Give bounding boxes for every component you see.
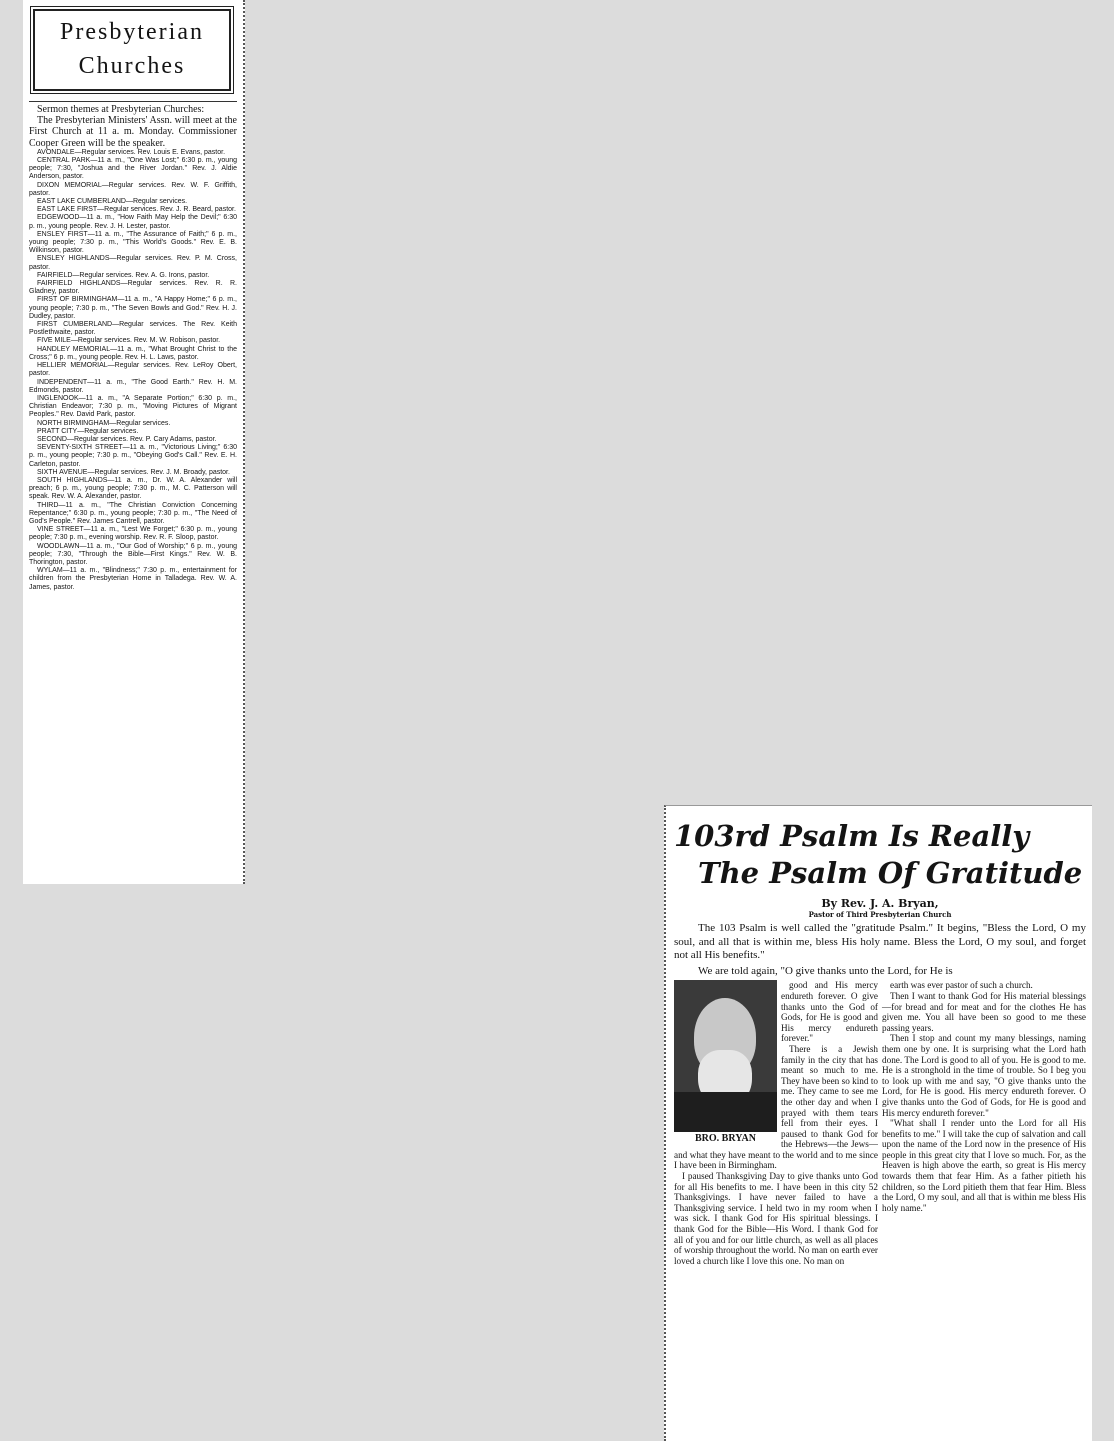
church-entry: FIRST CUMBERLAND—Regular services. The Rev. Keith Postlethwaite, pastor.	[29, 321, 237, 337]
article-columns	[674, 980, 1086, 1266]
col1-paragraph: There is a Jewish family in the city that has meant so much to me. They have been so kind to me. They came to see me the other day and when I prayed with them tears fell from their eyes. I paused to thank God for the Hebrews—the Jews—and what they have meant to the world and to me since I have been in Birmingham.	[674, 1043, 878, 1171]
section-title-box	[33, 9, 231, 91]
church-entry: WYLAM—11 a. m., "Blindness;" 7:30 p. m., entertainment for children from the Presbyterian Home in Talladega. Rev. W. A. James, pastor.	[29, 567, 237, 591]
divider	[29, 101, 237, 102]
church-entry: AVONDALE—Regular services. Rev. Louis E. Evans, pastor.	[37, 148, 226, 156]
church-entry: INDEPENDENT—11 a. m., "The Good Earth." Rev. H. M. Edmonds, pastor.	[29, 378, 237, 394]
church-entry: SOUTH HIGHLANDS—11 a. m., Dr. W. A. Alexander will preach; 6 p. m., young people; 7:30 p. m., M. C. Patterson will speak. Rev. W. A. Alexander, pastor.	[29, 476, 237, 501]
church-entry: SEVENTY-SIXTH STREET—11 a. m., "Victorious Living;" 6:30 p. m., young people; 7:30 p. m., "Obeying God's Call." Rev. E. H. Carleton, pastor.	[29, 444, 237, 468]
church-entry: INGLENOOK—11 a. m., "A Separate Portion;" 6:30 p. m., Christian Endeavor; 7:30 p. m., "Moving Pictures of Migrant Peoples." Rev. David Park, pastor.	[29, 394, 237, 419]
lead-block	[674, 922, 1086, 978]
church-entry: FIRST OF BIRMINGHAM—11 a. m., "A Happy Home;" 6 p. m., young people; 7:30 p. m., "The Seven Bowls and God." Rev. H. J. Dudley, pastor.	[29, 296, 237, 320]
intro-text: Sermon themes at Presbyterian Churches:	[37, 104, 205, 115]
article-column-1	[674, 980, 878, 1266]
church-entries	[29, 149, 237, 592]
church-entry: DIXON MEMORIAL—Regular services. Rev. W. F. Griffith, pastor.	[29, 181, 237, 197]
col2-paragraph: "What shall I render unto the Lord for all His benefits to me." I will take the cup of salvation and call upon the name of the Lord now in the presence of His people in this great city that I love so much. For, as the Heaven is high above the earth, so great is His mercy towards them that fear Him. As a father pitieth his children, so the Lord pitieth them that fear Him. Bless the Lord, O my soul, and all that is within me bless His holy name."	[882, 1118, 1086, 1213]
church-entry: EAST LAKE FIRST—Regular services. Rev. J. R. Beard, pastor.	[37, 206, 236, 214]
lead-paragraph-1: The 103 Psalm is well called the "gratitude Psalm." It begins, "Bless the Lord, O my soul, and all that is within me, bless His holy name. Bless the Lord, O my soul, and forget not all His benefits."	[674, 922, 1086, 962]
photo-caption: BRO. BRYAN	[695, 1133, 756, 1145]
col2-paragraph: Then I want to thank God for His material blessings—for bread and for meat and for the clothes He has given me. You all have been so good to me these passing years.	[882, 990, 1086, 1033]
col2-paragraph: earth was ever pastor of such a church.	[890, 980, 1033, 991]
church-entry: HANDLEY MEMORIAL—11 a. m., "What Brought Christ to the Cross;" 6 p. m., young people. Rev. H. L. Laws, pastor.	[29, 345, 237, 361]
title-line-2: Churches	[78, 53, 186, 79]
lead-paragraph-2: We are told again, "O give thanks unto the Lord, for He is	[698, 964, 953, 977]
col1-paragraph: good and His mercy endureth forever. O give thanks unto the God of Gods, for He is good and His mercy endureth forever."	[781, 980, 878, 1044]
church-entry: SECOND—Regular services. Rev. P. Cary Adams, pastor.	[37, 435, 217, 443]
byline: By Rev. J. A. Bryan,	[821, 897, 939, 910]
church-entry: FAIRFIELD HIGHLANDS—Regular services. Rev. R. R. Gladney, pastor.	[29, 280, 237, 296]
presbyterian-churches-clipping	[23, 0, 245, 884]
title-line-1: Presbyterian	[60, 19, 204, 45]
portrait-figure	[674, 980, 777, 1145]
col1-paragraph: I paused Thanksgiving Day to give thanks unto God for all His benefits to me. I have been in this city 52 Thanksgivings. I have never failed to have a Thanksgiving service. I held two in my room when I was sick. I thank God for His spiritual blessings. I thank God for the Bible—His Word. I thank God for all of you and for our little church, as well as all places of worship throughout the world. No man on earth ever loved a church like I love this one. No man on	[674, 1171, 878, 1266]
church-entry: VINE STREET—11 a. m., "Lest We Forget;" 6:30 p. m., young people; 7:30 p. m., evening worship. Rev. R. F. Sloop, pastor.	[29, 526, 237, 542]
byline-title: Pastor of Third Presbyterian Church	[808, 910, 952, 919]
church-entry: CENTRAL PARK—11 a. m., "One Was Lost;" 6:30 p. m., young people; 7:30, "Joshua and the River Jordan." Rev. J. Aldie Anderson, pastor.	[29, 157, 237, 181]
church-entry: EAST LAKE CUMBERLAND—Regular services.	[37, 198, 188, 206]
article-column-2	[882, 980, 1086, 1266]
church-entry: NORTH BIRMINGHAM—Regular services.	[37, 419, 171, 427]
church-entry: HELLIER MEMORIAL—Regular services. Rev. LeRoy Obert, pastor.	[29, 362, 237, 378]
church-entry: WOODLAWN—11 a. m., "Our God of Worship;" 6 p. m., young people; 7:30, "Through the Bible—First Kings." Rev. W. B. Thorington, pastor.	[29, 542, 237, 566]
church-entry: ENSLEY HIGHLANDS—Regular services. Rev. P. M. Cross, pastor.	[29, 255, 237, 271]
psalm-article-clipping	[664, 805, 1092, 1441]
church-entry: ENSLEY FIRST—11 a. m., "The Assurance of Faith;" 6 p. m., young people; 7:30 p. m., "This World's Goods." Rev. E. B. Wilkinson, pastor.	[29, 230, 237, 255]
headline-line-1: 103rd Psalm Is Really	[674, 819, 1030, 853]
church-entry: PRATT CITY—Regular services.	[37, 427, 139, 435]
church-entry: FAIRFIELD—Regular services. Rev. A. G. Irons, pastor.	[37, 271, 210, 279]
intro-block	[29, 104, 237, 149]
ministers-notice: The Presbyterian Ministers' Assn. will meet at the First Church at 11 a. m. Monday. Commissioner Cooper Green will be the speaker.	[29, 115, 237, 149]
church-entry: EDGEWOOD—11 a. m., "How Faith May Help the Devil;" 6:30 p. m., young people. Rev. J. H. Lester, pastor.	[29, 214, 237, 230]
col2-paragraph: Then I stop and count my many blessings, naming them one by one. It is surprising what the Lord hath done. The Lord is good to all of you. He is good to me. He is a stronghold in the time of trouble. So I beg you to look up with me and say, "O give thanks unto the Lord, for He is good. His mercy endureth forever. O give thanks unto the God of Gods, for He is good and His mercy endureth forever."	[882, 1033, 1086, 1118]
headline-line-2: The Psalm Of Gratitude	[698, 856, 1083, 890]
article-headline	[674, 818, 1086, 892]
church-entry: SIXTH AVENUE—Regular services. Rev. J. M. Broady, pastor.	[37, 468, 230, 476]
portrait-photo	[674, 980, 777, 1132]
church-entry: THIRD—11 a. m., "The Christian Conviction Concerning Repentance;" 6:30 p. m., young people; 7:30 p. m., "The Need of God's People." Rev. James Cantrell, pastor.	[29, 501, 237, 525]
church-entry: FIVE MILE—Regular services. Rev. M. W. Robison, pastor.	[37, 337, 221, 345]
